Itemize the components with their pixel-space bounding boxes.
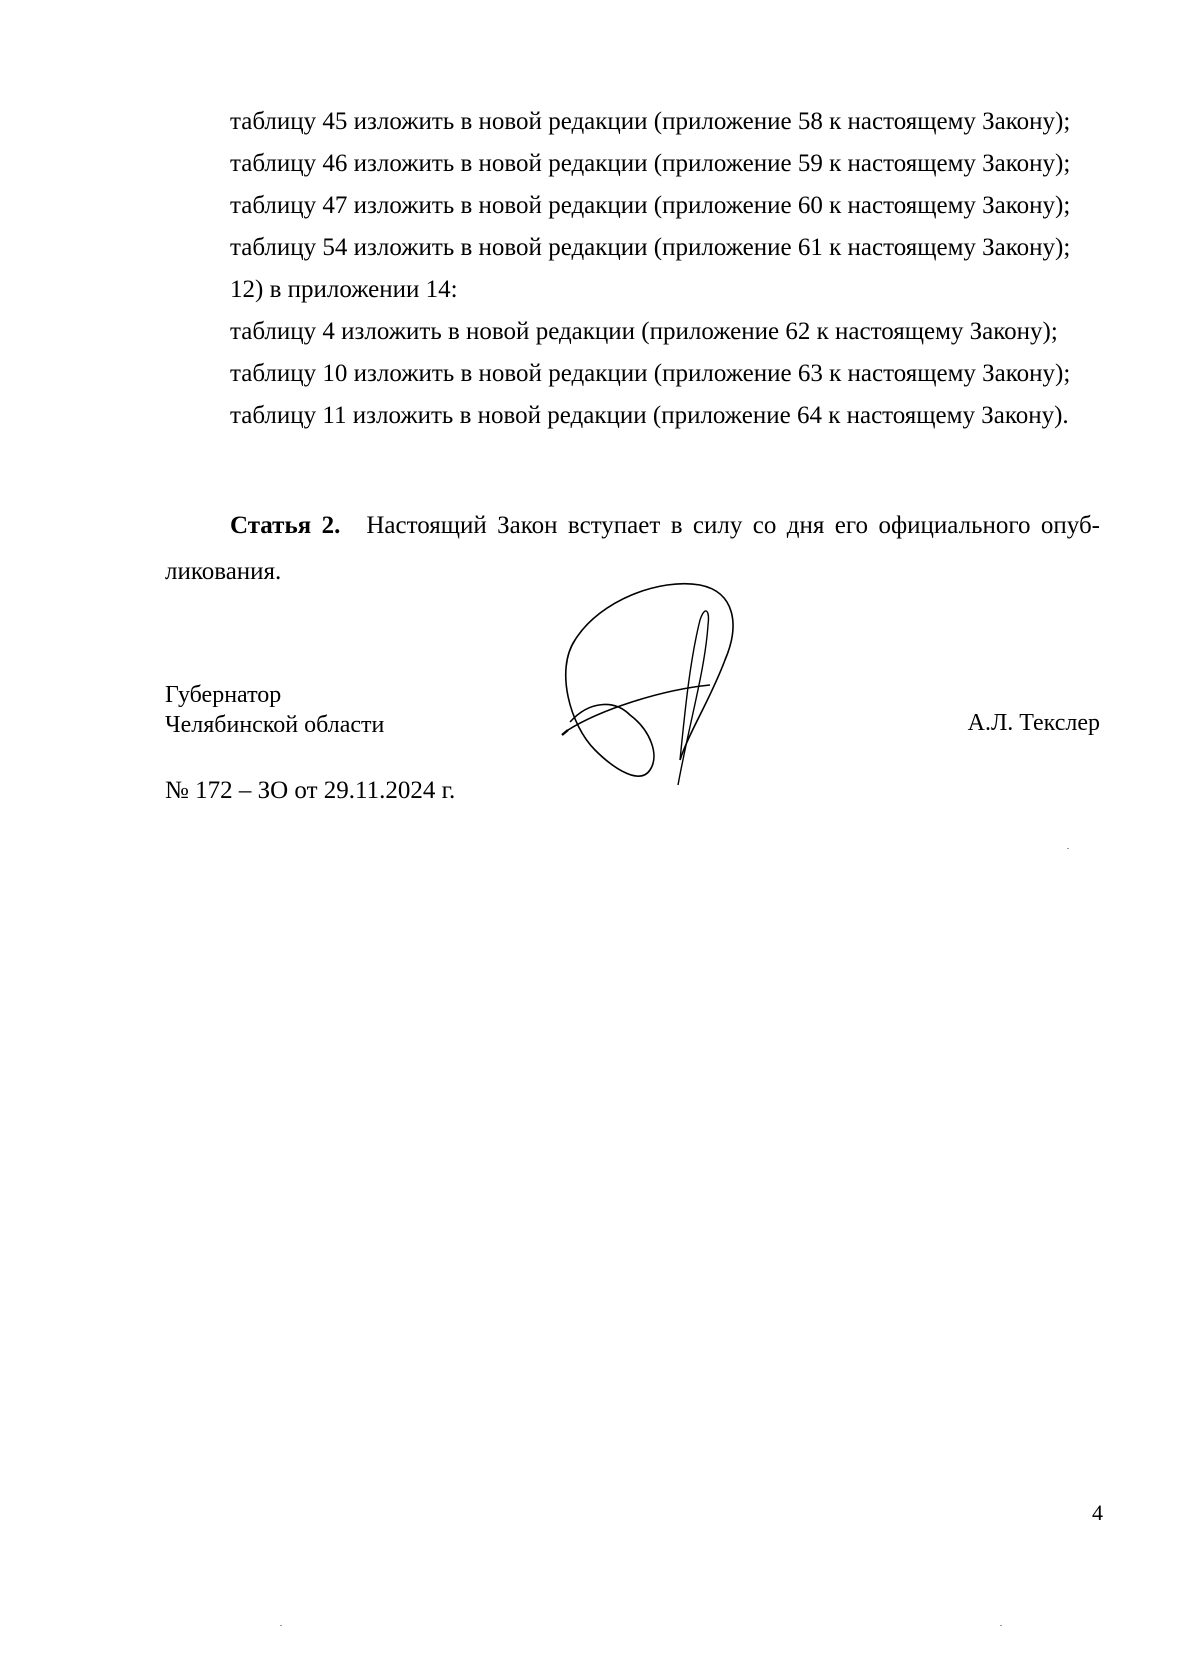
list-line-4: таблицу 54 изложить в новой редакции (приложение 61 к настоящему Закону); (230, 234, 1071, 261)
law-number: № 172 – ЗО от 29.11.2024 г. (165, 777, 456, 804)
article-heading: Статья 2. (230, 512, 341, 539)
scan-speck (280, 1625, 282, 1626)
scan-speck (1067, 848, 1069, 849)
list-line-8: таблицу 11 изложить в новой редакции (приложение 64 к настоящему Закону). (230, 402, 1069, 429)
page-number: 4 (1092, 1500, 1103, 1525)
signatory-title (165, 680, 384, 740)
article-text: Настоящий Закон вступает в силу со дня его официального опуб-ликования. (165, 512, 1100, 585)
signatory-name: А.Л. Текслер (967, 710, 1100, 736)
list-line-7: таблицу 10 изложить в новой редакции (приложение 63 к настоящему Закону); (230, 360, 1071, 387)
list-line-3: таблицу 47 изложить в новой редакции (приложение 60 к настоящему Закону); (230, 192, 1071, 219)
list-line-6: таблицу 4 изложить в новой редакции (приложение 62 к настоящему Закону); (230, 318, 1058, 345)
list-line-2: таблицу 46 изложить в новой редакции (приложение 59 к настоящему Закону); (230, 150, 1071, 177)
list-line-1: таблицу 45 изложить в новой редакции (приложение 58 к настоящему Закону); (230, 108, 1071, 135)
scan-speck (1000, 1625, 1002, 1626)
handwritten-signature-icon (560, 580, 760, 790)
signatory-title-line1: Губернатор (165, 682, 282, 708)
list-line-5: 12) в приложении 14: (230, 276, 458, 303)
signatory-title-line2: Челябинской области (165, 712, 385, 738)
